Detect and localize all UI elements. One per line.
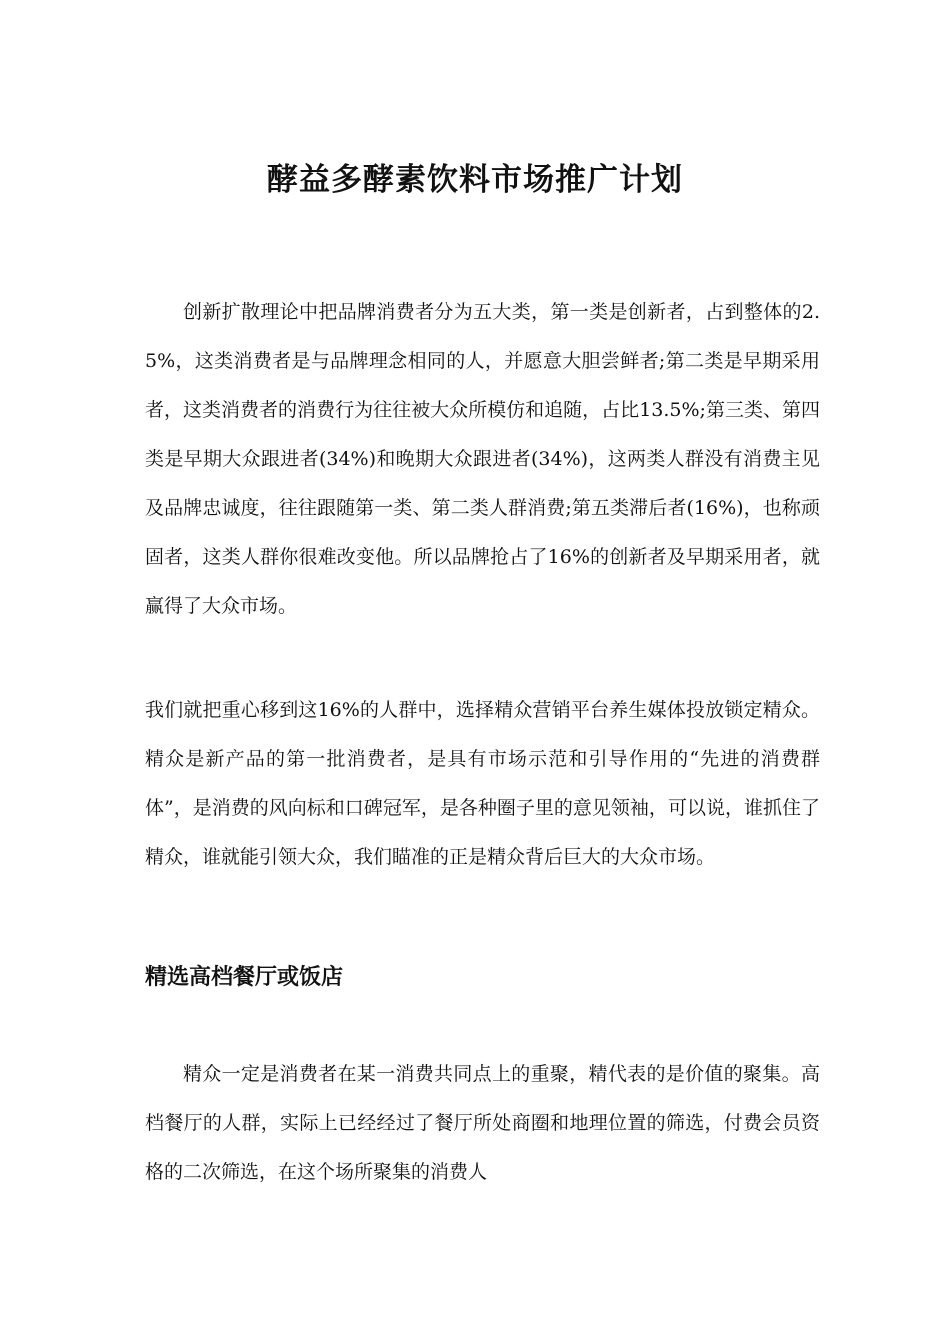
paragraph-innovation-diffusion: 创新扩散理论中把品牌消费者分为五大类，第一类是创新者，占到整体的2.5%，这类消费者是与品牌理念相同的人，并愿意大胆尝鲜者;第二类是早期采用者，这类消费者的消费行为往往被大众所模仿和追随，占比13.5%;第三类、第四类是早期大众跟进者(34%)和晚期大众跟进者(34%)，这两类人群没有消费主见及品牌忠诚度，往往跟随第一类、第二类人群消费;第五类滞后者(16%)，也称顽固者，这类人群你很难改变他。所以品牌抢占了16%的创新者及早期采用者，就赢得了大众市场。 — [145, 301, 820, 617]
document-title: 酵益多酵素饮料市场推广计划 — [267, 162, 683, 198]
paragraph-restaurant-audience: 精众一定是消费者在某一消费共同点上的重聚，精代表的是价值的聚集。高档餐厅的人群，实际上已经经过了餐厅所处商圈和地理位置的筛选，付费会员资格的二次筛选，在这个场所聚集的消费人 — [145, 1063, 820, 1183]
paragraph-target-elite-consumers: 我们就把重心移到这16%的人群中，选择精众营销平台养生媒体投放锁定精众。精众是新产品的第一批消费者，是具有市场示范和引导作用的“先进的消费群体”，是消费的风向标和口碑冠军，是各种圈子里的意见领袖，可以说，谁抓住了精众，谁就能引领大众，我们瞄准的正是精众背后巨大的大众市场。 — [145, 699, 820, 868]
section-heading-restaurants: 精选高档餐厅或饭店 — [145, 965, 344, 990]
